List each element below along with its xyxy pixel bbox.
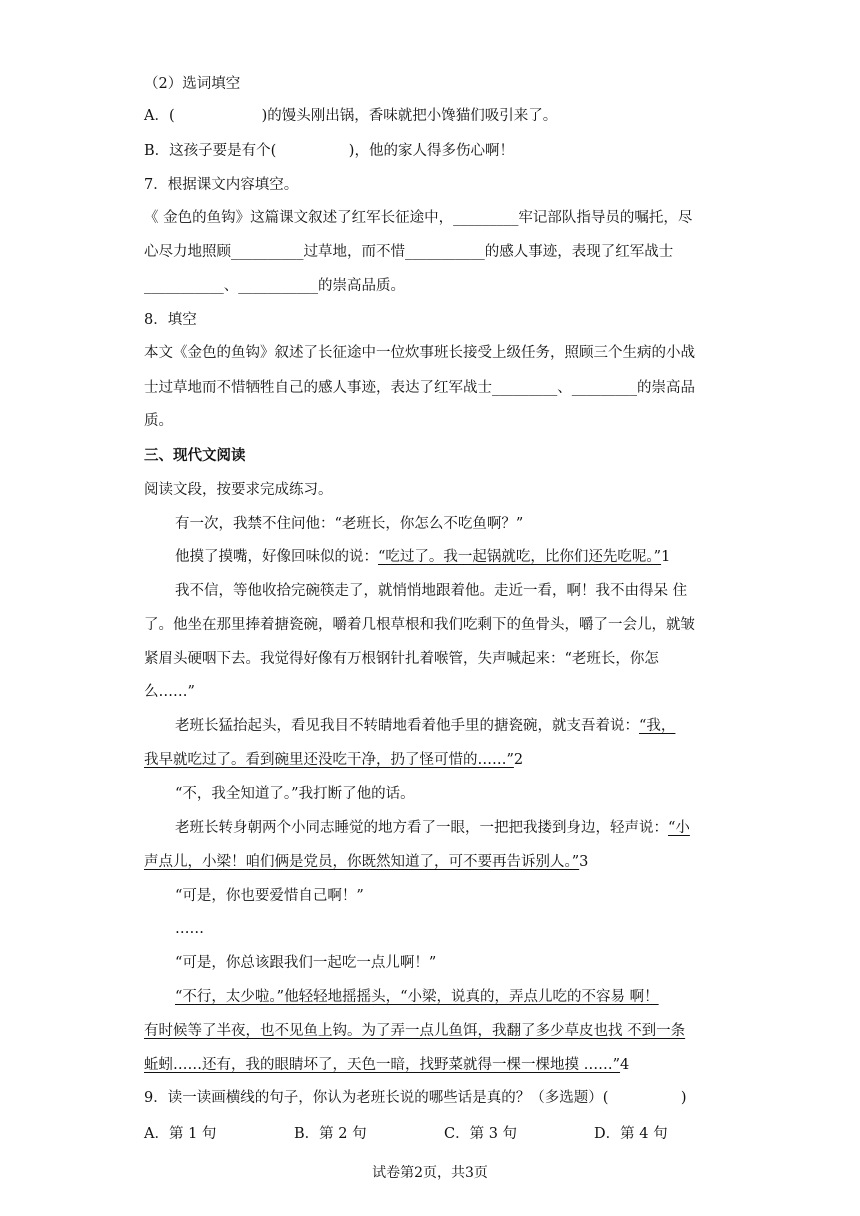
reading-instruction: 阅读文段，按要求完成练习。	[144, 482, 333, 498]
subquestion-2-title: （2）选词填空	[144, 76, 241, 92]
passage-paragraph-8: “可是，你总该跟我们一起吃一点儿啊！”	[175, 955, 437, 971]
passage-text: 老班长转身朝两个小同志睡觉的地方看了一眼，一把把我搂到身边，轻声说：	[175, 820, 668, 836]
passage-paragraph-9-line-3	[144, 1055, 629, 1075]
question-8-title: 8．填空	[144, 312, 197, 328]
passage-paragraph-3-line-1: 我不信，等他收拾完碗筷走了，就悄悄地跟着他。走近一看，啊！我不由得呆 住	[175, 583, 688, 599]
passage-paragraph-4-line-2	[144, 750, 523, 770]
passage-ellipsis: ……	[175, 921, 204, 937]
passage-paragraph-6-line-1	[175, 818, 690, 838]
passage-paragraph-3-line-3: 紧眉头硬咽下去。我觉得好像有万根钢针扎着喉管，失声喊起来：“老班长，你怎	[144, 651, 659, 667]
option-c: C．第 3 句	[444, 1126, 518, 1142]
question-7-line-3: ___________、___________的崇高品质。	[144, 278, 405, 294]
passage-paragraph-1: 有一次，我禁不住问他：“老班长，你怎么不吃鱼啊？”	[175, 516, 524, 532]
underlined-sentence-4-line-3: 蚯蚓……还有，我的眼睛坏了，天色一暗，找野菜就得一棵一棵地摸 ……”	[144, 1057, 621, 1073]
fill-item-b: B．这孩子要是有个( )，他的家人得多伤心啊！	[144, 143, 514, 159]
underlined-sentence-4-line-1: “不行，太少啦。”他轻轻地摇摇头，“小梁，说真的，弄点儿吃的不容易 啊！	[175, 989, 659, 1005]
question-8-line-2: 士过草地而不惜牺牲自己的感人事迹，表达了红军战士_________、_________的崇高品	[144, 380, 695, 396]
passage-paragraph-3-line-4: 么……”	[144, 684, 195, 700]
underlined-sentence-3-end: 声点儿，小梁！咱们俩是党员，你既然知道了，可不要再告诉别人。”	[144, 854, 580, 870]
underlined-sentence-4-line-2: 有时候等了半夜，也不见鱼上钩。为了弄一点儿鱼饵，我翻了多少草皮也找 不到一条	[144, 1023, 686, 1039]
underlined-sentence-2-start: “我，	[639, 718, 676, 734]
question-7-line-1: 《 金色的鱼钩》这篇课文叙述了红军长征途中，_________牢记部队指导员的嘱托，尽	[144, 210, 693, 226]
question-8-line-3: 质。	[144, 413, 173, 429]
page-footer: 试卷第2页，共3页	[372, 1165, 488, 1181]
option-a: A．第 1 句	[144, 1126, 217, 1142]
section-heading: 三、现代文阅读	[144, 448, 246, 464]
question-7-title: 7．根据课文内容填空。	[144, 177, 299, 193]
sentence-number-4: 4	[620, 1057, 630, 1073]
passage-text: 老班长猛抬起头，看见我目不转睛地看着他手里的搪瓷碗，就支吾着说：	[175, 718, 639, 734]
fill-item-a: A．( )的馒头刚出锅，香味就把小馋猫们吸引来了。	[144, 108, 558, 124]
question-7-line-2: 心尽力地照顾__________过草地，而不惜___________的感人事迹，表现了红军战士	[144, 244, 674, 260]
underlined-sentence-1: “吃过了。我一起锅就吃，比你们还先吃呢。”	[378, 549, 662, 565]
passage-paragraph-5: “不，我全知道了。”我打断了他的话。	[175, 786, 415, 802]
sentence-number-1: 1	[661, 549, 671, 565]
option-b: B．第 2 句	[294, 1126, 367, 1142]
passage-paragraph-4-line-1	[175, 716, 675, 736]
underlined-sentence-2-end: 我早就吃过了。看到碗里还没吃干净，扔了怪可惜的……”	[144, 752, 514, 768]
question-8-line-1: 本文《金色的鱼钩》叙述了长征途中一位炊事班长接受上级任务，照顾三个生病的小战	[144, 345, 695, 361]
option-d: D．第 4 句	[594, 1126, 668, 1142]
sentence-number-2: 2	[513, 752, 524, 768]
passage-paragraph-7: “可是，你也要爱惜自己啊！”	[175, 888, 364, 904]
sentence-number-3: 3	[579, 854, 589, 870]
underlined-sentence-3-start: “小	[668, 820, 690, 836]
passage-paragraph-3-line-2: 了。他坐在那里捧着搪瓷碗，嚼着几根草根和我们吃剩下的鱼骨头，嚼了一会儿，就皱	[144, 617, 695, 633]
question-9-stem: 9．读一读画横线的句子，你认为老班长说的哪些话是真的？（多选题）( )	[144, 1090, 687, 1106]
passage-paragraph-6-line-2	[144, 852, 588, 872]
passage-paragraph-2	[175, 547, 670, 567]
passage-text: 他摸了摸嘴，好像回味似的说：	[175, 549, 378, 565]
